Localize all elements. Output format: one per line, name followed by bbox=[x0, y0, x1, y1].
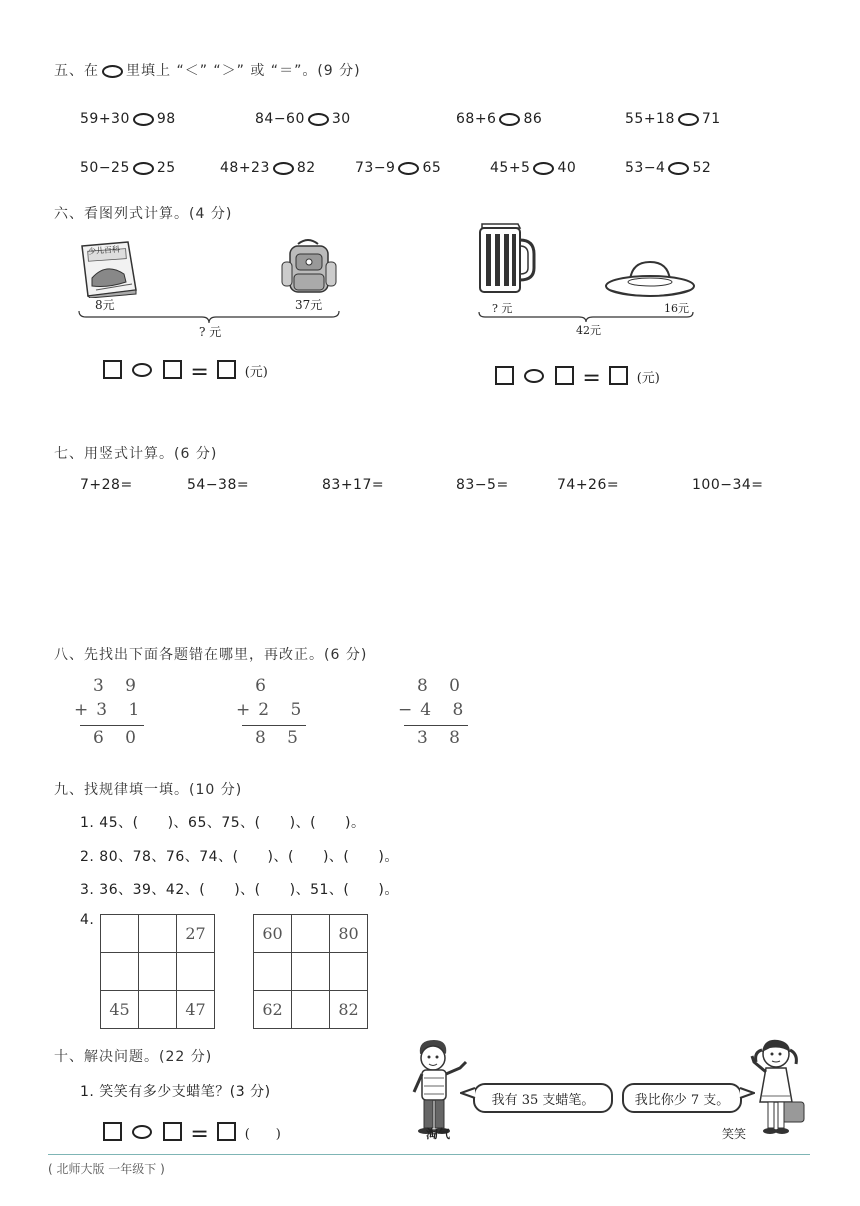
answer-oval[interactable] bbox=[678, 113, 699, 126]
operator-oval[interactable] bbox=[132, 363, 152, 377]
backpack-icon bbox=[278, 236, 340, 298]
girl-illustration bbox=[748, 1036, 808, 1140]
wrong-problem-1: 3 9 +3 1 6 0 bbox=[74, 676, 148, 748]
answer-box[interactable] bbox=[103, 1122, 122, 1141]
answer-oval[interactable] bbox=[273, 162, 294, 175]
vertical-calc-item: 83+17= bbox=[322, 477, 385, 493]
vertical-calc-item: 83−5= bbox=[456, 477, 509, 493]
equation-q1: = ( ) bbox=[103, 1122, 281, 1147]
compare-item[interactable]: 53−4 52 bbox=[625, 160, 712, 176]
wrong-problem-2: 6 +2 5 8 5 bbox=[236, 676, 310, 748]
answer-oval[interactable] bbox=[133, 162, 154, 175]
answer-box[interactable] bbox=[609, 366, 628, 385]
book-label: 少儿百科 bbox=[87, 244, 121, 257]
answer-box[interactable] bbox=[217, 1122, 236, 1141]
section7-title: 七、用竖式计算。(6 分) bbox=[54, 446, 218, 462]
name-boy: 淘气 bbox=[426, 1127, 451, 1141]
equation-left: = (元) bbox=[103, 360, 268, 385]
price-book: 8元 bbox=[95, 298, 115, 312]
compare-item[interactable]: 59+30 98 bbox=[80, 111, 176, 127]
compare-item[interactable]: 50−25 25 bbox=[80, 160, 176, 176]
speech-bubble-girl: 我比你少 7 支。 bbox=[622, 1083, 742, 1113]
answer-box[interactable] bbox=[217, 360, 236, 379]
compare-item[interactable]: 48+23 82 bbox=[220, 160, 316, 176]
price-kettle: ? 元 bbox=[492, 302, 513, 315]
total-left: ? 元 bbox=[199, 325, 222, 339]
kettle-icon bbox=[474, 218, 540, 298]
vertical-calc-item: 7+28= bbox=[80, 477, 133, 493]
compare-item[interactable]: 73−9 65 bbox=[355, 160, 442, 176]
name-girl: 笑笑 bbox=[722, 1127, 747, 1141]
compare-item[interactable]: 55+18 71 bbox=[625, 111, 721, 127]
operator-oval[interactable] bbox=[524, 369, 544, 383]
bubble-tail bbox=[460, 1086, 476, 1100]
question-1: 1. 笑笑有多少支蜡笔？(3 分) bbox=[80, 1084, 271, 1100]
compare-item[interactable]: 84−60 30 bbox=[255, 111, 351, 127]
answer-oval[interactable] bbox=[533, 162, 554, 175]
answer-box[interactable] bbox=[103, 360, 122, 379]
number-grid-2: 60 80 62 82 bbox=[253, 914, 368, 1029]
pattern-line-2[interactable]: 2. 80、78、76、74、( )、( )、( )。 bbox=[80, 849, 399, 865]
section10-title: 十、解决问题。(22 分) bbox=[54, 1049, 213, 1065]
hat-icon bbox=[604, 258, 696, 300]
number-grid-1: 27 45 47 bbox=[100, 914, 215, 1029]
vertical-calc-item: 74+26= bbox=[557, 477, 620, 493]
total-right: 42元 bbox=[576, 324, 601, 337]
section6-title: 六、看图列式计算。(4 分) bbox=[54, 206, 233, 222]
compare-item[interactable]: 68+6 86 bbox=[456, 111, 543, 127]
price-backpack: 37元 bbox=[295, 298, 323, 312]
answer-box[interactable] bbox=[555, 366, 574, 385]
compare-item[interactable]: 45+5 40 bbox=[490, 160, 577, 176]
answer-oval[interactable] bbox=[499, 113, 520, 126]
footer-divider bbox=[48, 1154, 810, 1155]
answer-oval[interactable] bbox=[308, 113, 329, 126]
pattern-line-3[interactable]: 3. 36、39、42、( )、( )、51、( )。 bbox=[80, 882, 399, 898]
pattern-line-1[interactable]: 1. 45、( )、65、75、( )、( )。 bbox=[80, 815, 366, 831]
section8-title: 八、先找出下面各题错在哪里，再改正。(6 分) bbox=[54, 647, 368, 663]
answer-box[interactable] bbox=[163, 1122, 182, 1141]
answer-oval[interactable] bbox=[398, 162, 419, 175]
wrong-problem-3: 8 0 −4 8 3 8 bbox=[398, 676, 472, 748]
operator-oval[interactable] bbox=[132, 1125, 152, 1139]
section5-title: 五、在 里填上 “＜” “＞” 或 “＝”。(9 分) bbox=[54, 63, 361, 79]
vertical-calc-item: 100−34= bbox=[692, 477, 764, 493]
answer-box[interactable] bbox=[163, 360, 182, 379]
price-hat: 16元 bbox=[664, 302, 689, 315]
vertical-calc-item: 54−38= bbox=[187, 477, 250, 493]
answer-box[interactable] bbox=[495, 366, 514, 385]
speech-bubble-boy: 我有 35 支蜡笔。 bbox=[473, 1083, 613, 1113]
answer-oval[interactable] bbox=[668, 162, 689, 175]
item4-label: 4. bbox=[80, 912, 95, 928]
brace-left bbox=[78, 310, 340, 324]
section9-title: 九、找规律填一填。(10 分) bbox=[54, 782, 243, 798]
equation-right: = (元) bbox=[495, 366, 660, 391]
oval-icon bbox=[102, 65, 123, 78]
footer-text: ( 北师大版 一年级下 ) bbox=[48, 1162, 165, 1176]
answer-oval[interactable] bbox=[133, 113, 154, 126]
